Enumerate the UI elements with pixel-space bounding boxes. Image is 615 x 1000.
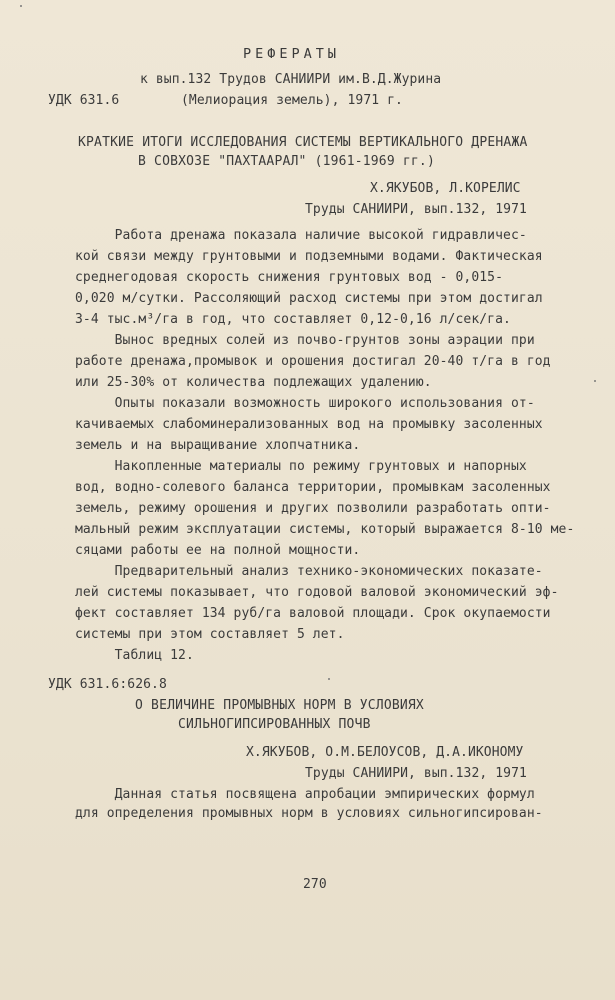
article2-title-line-1: О ВЕЛИЧИНЕ ПРОМЫВНЫХ НОРМ В УСЛОВИЯХ (135, 698, 424, 713)
body-line: Вынос вредных солей из почво-грунтов зоны аэрации при (75, 333, 535, 348)
body-line: вод, водно-солевого баланса территории, промывкам засоленных (75, 480, 551, 495)
article-title-line-2: В СОВХОЗЕ "ПАХТААРАЛ" (1961-1969 гг.) (138, 154, 435, 169)
body-line: земель, режиму орошения и других позволили разработать опти- (75, 501, 551, 516)
udk-code-2: УДК 631.6:626.8 (48, 677, 167, 692)
body-line: 0,020 м/сутки. Рассоляющий расход системы при этом достигал (75, 291, 543, 306)
body-line: Предварительный анализ технико-экономических показате- (75, 564, 543, 579)
body-line: качиваемых слабоминерализованных вод на промывку засоленных (75, 417, 543, 432)
body-line: земель и на выращивание хлопчатника. (75, 438, 361, 453)
body-line: лей системы показывает, что годовой валовой экономический эф- (75, 585, 559, 600)
body-line: или 25-30% от количества подлежащих удалению. (75, 375, 432, 390)
body-line: среднегодовая скорость снижения грунтовых вод - 0,015- (75, 270, 504, 285)
article2-body-line: для определения промывных норм в условиях сильногипсирован- (75, 806, 543, 821)
body-line: работе дренажа,промывок и орошения достигал 20-40 т/га в год (75, 354, 551, 369)
article-authors: Х.ЯКУБОВ, Л.КОРЕЛИС (370, 181, 521, 196)
body-line: 3-4 тыс.м³/га в год, что составляет 0,12-0,16 л/сек/га. (75, 312, 511, 327)
section-title: РЕФЕРАТЫ (243, 46, 341, 62)
body-line: Накопленные материалы по режиму грунтовых и напорных (75, 459, 527, 474)
body-line: Работа дренажа показала наличие высокой гидравличес- (75, 228, 527, 243)
body-line: кой связи между грунтовыми и подземными водами. Фактическая (75, 249, 543, 264)
ink-speck (20, 5, 22, 7)
collection-subtitle: к вып.132 Трудов САНИИРИ им.В.Д.Журина (140, 72, 442, 87)
body-line: сяцами работы ее на полной мощности. (75, 543, 361, 558)
body-line: мальный режим эксплуатации системы, который выражается 8-10 ме- (75, 522, 575, 537)
body-line: Опыты показали возможность широкого использования от- (75, 396, 535, 411)
article2-source: Труды САНИИРИ, вып.132, 1971 (305, 766, 527, 781)
body-line: фект составляет 134 руб/га валовой площади. Срок окупаемости (75, 606, 551, 621)
article-title-line-1: КРАТКИЕ ИТОГИ ИССЛЕДОВАНИЯ СИСТЕМЫ ВЕРТИКАЛЬНОГО ДРЕНАЖА (78, 135, 528, 150)
article2-authors: Х.ЯКУБОВ, О.М.БЕЛОУСОВ, Д.А.ИКОНОМУ (246, 745, 524, 760)
page-number: 270 (303, 877, 327, 892)
article2-body-line: Данная статья посвящена апробации эмпирических формул (75, 787, 535, 802)
ink-speck (594, 380, 596, 382)
ink-speck (328, 678, 330, 680)
udk-code: УДК 631.6 (48, 93, 120, 108)
article-source: Труды САНИИРИ, вып.132, 1971 (305, 202, 527, 217)
article2-title-line-2: СИЛЬНОГИПСИРОВАННЫХ ПОЧВ (178, 717, 371, 732)
collection-subtitle-2: (Мелиорация земель), 1971 г. (181, 93, 403, 108)
body-line: системы при этом составляет 5 лет. (75, 627, 345, 642)
body-line: Таблиц 12. (75, 648, 194, 663)
